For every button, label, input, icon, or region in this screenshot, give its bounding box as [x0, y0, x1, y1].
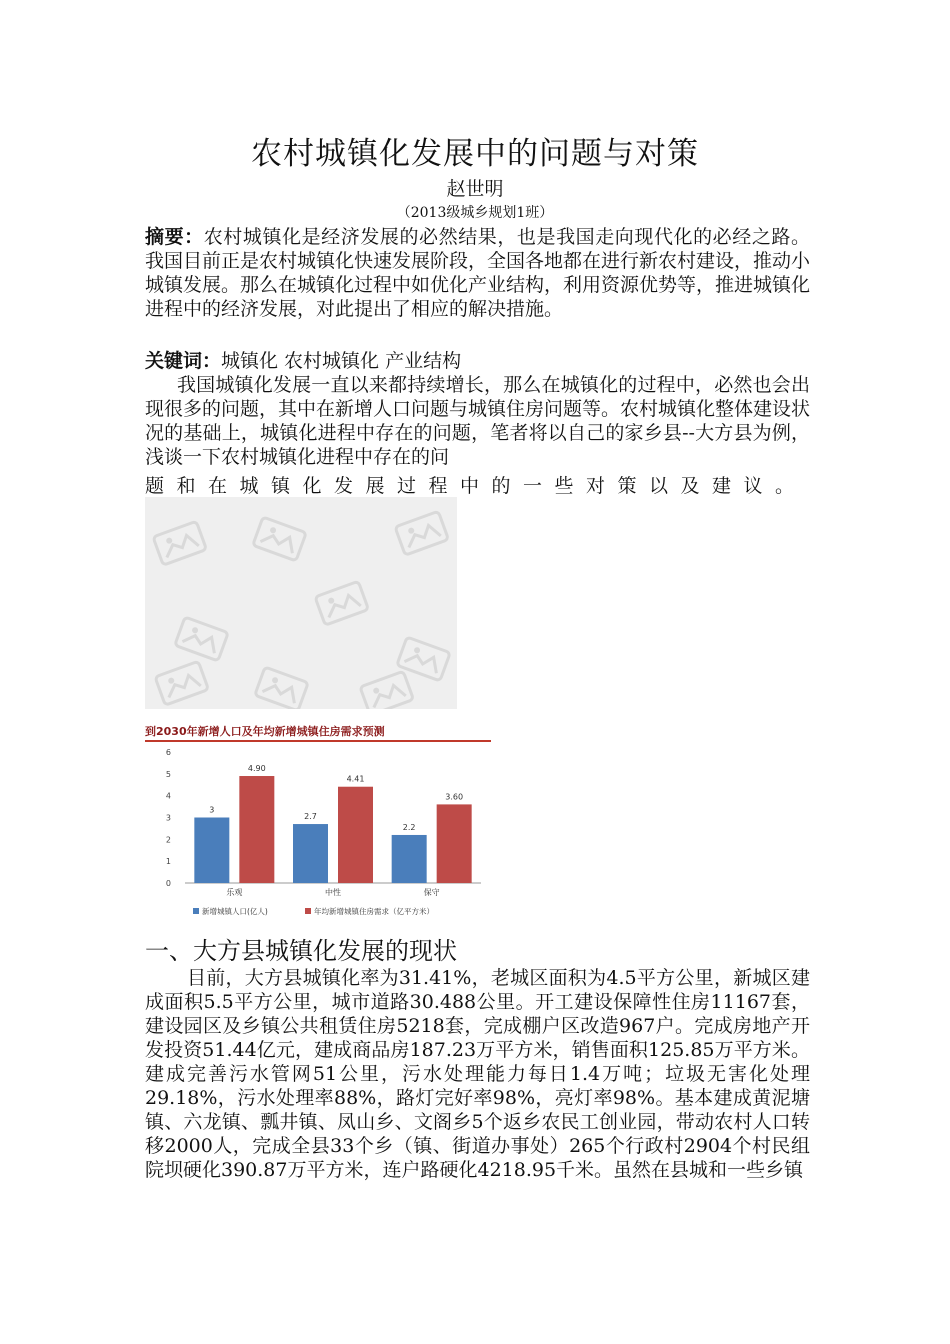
y-tick-label: 3: [165, 813, 171, 823]
image-placeholder-icon: [145, 497, 457, 709]
y-tick-label: 0: [165, 879, 171, 888]
bar-chart-svg: [145, 720, 491, 920]
chart-title: 到2030年新增人口及年均新增城镇住房需求预测: [145, 725, 385, 738]
y-tick-label: 5: [165, 769, 171, 779]
intro-last-line: 题和在城镇化发展过程中的一些对策以及建议。: [145, 475, 807, 497]
intro-paragraph: 我国城镇化发展一直以来都持续增长，那么在城镇化的过程中，必然也会出现很多的问题，其中在新增人口问题与城镇住房问题等。农村城镇化整体建设状况的基础上，城镇化进程中存在的问题，笔者将以自己的家乡县--大方县为例，浅谈一下农村城镇化进程中存在的问: [145, 374, 811, 468]
y-tick-label: 6: [165, 748, 171, 757]
data-label: 2.7: [304, 812, 317, 822]
bar-housing: [239, 776, 274, 883]
class-note: （2013级城乡规划1班）: [396, 205, 554, 221]
author-name: 赵世明: [446, 178, 504, 200]
bar-housing: [338, 787, 373, 883]
bar-housing: [437, 804, 472, 883]
document-title: 农村城镇化发展中的问题与对策: [251, 136, 699, 172]
data-label: 3: [209, 805, 215, 815]
bar-chart: [145, 720, 491, 920]
y-tick-label: 4: [165, 791, 171, 801]
x-tick-label: 乐观: [226, 888, 243, 897]
bar-population: [392, 835, 427, 883]
legend-label: 年均新增城镇住房需求（亿平方米）: [314, 907, 434, 916]
bar-population: [293, 824, 328, 883]
x-tick-label: 中性: [325, 888, 341, 897]
y-tick-label: 1: [165, 857, 171, 867]
keywords-text: 城镇化 农村城镇化 产业结构: [221, 350, 462, 372]
keywords-label: 关键词：: [145, 350, 222, 372]
x-tick-label: 保守: [423, 888, 440, 897]
legend-swatch: [193, 908, 199, 914]
data-label: 3.60: [445, 792, 464, 802]
legend-swatch: [305, 908, 311, 914]
abstract-text: 农村城镇化是经济发展的必然结果，也是我国走向现代化的必经之路。我国目前正是农村城镇化快速发展阶段，全国各地都在进行新农村建设，推动小城镇发展。那么在城镇化过程中如优化产业结构，利用资源优势等，推进城镇化进程中的经济发展，对此提出了相应的解决措施。: [145, 226, 811, 320]
bar-population: [194, 818, 229, 884]
data-label: 4.41: [346, 774, 365, 784]
data-label: 2.2: [402, 822, 416, 832]
abstract-label: 摘要：: [145, 226, 204, 248]
abstract: [145, 225, 810, 321]
legend-label: 新增城镇人口(亿人): [202, 907, 268, 916]
keywords: [145, 349, 810, 373]
data-label: 4.90: [247, 764, 266, 774]
image-placeholder: [145, 497, 457, 709]
section1-paragraph: 目前，大方县城镇化率为31.41%，老城区面积为4.5平方公里，新城区建成面积5.5平方公里，城市道路30.488公里。开工建设保障性住房11167套，建设园区及乡镇公共租赁住房5218套，完成棚户区改造967户。完成房地产开发投资51.44亿元，建成商品房187.23万平方米，销售面积125.85万平方米。建成完善污水管网51公里，污水处理能力每日1.4万吨；垃圾无害化处理29.18%，污水处理率88%，路灯完好率98%，亮灯率98%。基本建成黄泥塘镇、六龙镇、瓢井镇、凤山乡、文阁乡5个返乡农民工创业园，带动农村人口转移2000人，完成全县33个乡（镇、街道办事处）265个行政村2904个村民组院坝硬化390.87万平方米，连户路硬化4218.95千米。虽然在县城和一些乡镇: [145, 967, 810, 1181]
section1-heading: 一、大方县城镇化发展的现状: [145, 937, 457, 965]
y-tick-label: 2: [165, 835, 171, 845]
